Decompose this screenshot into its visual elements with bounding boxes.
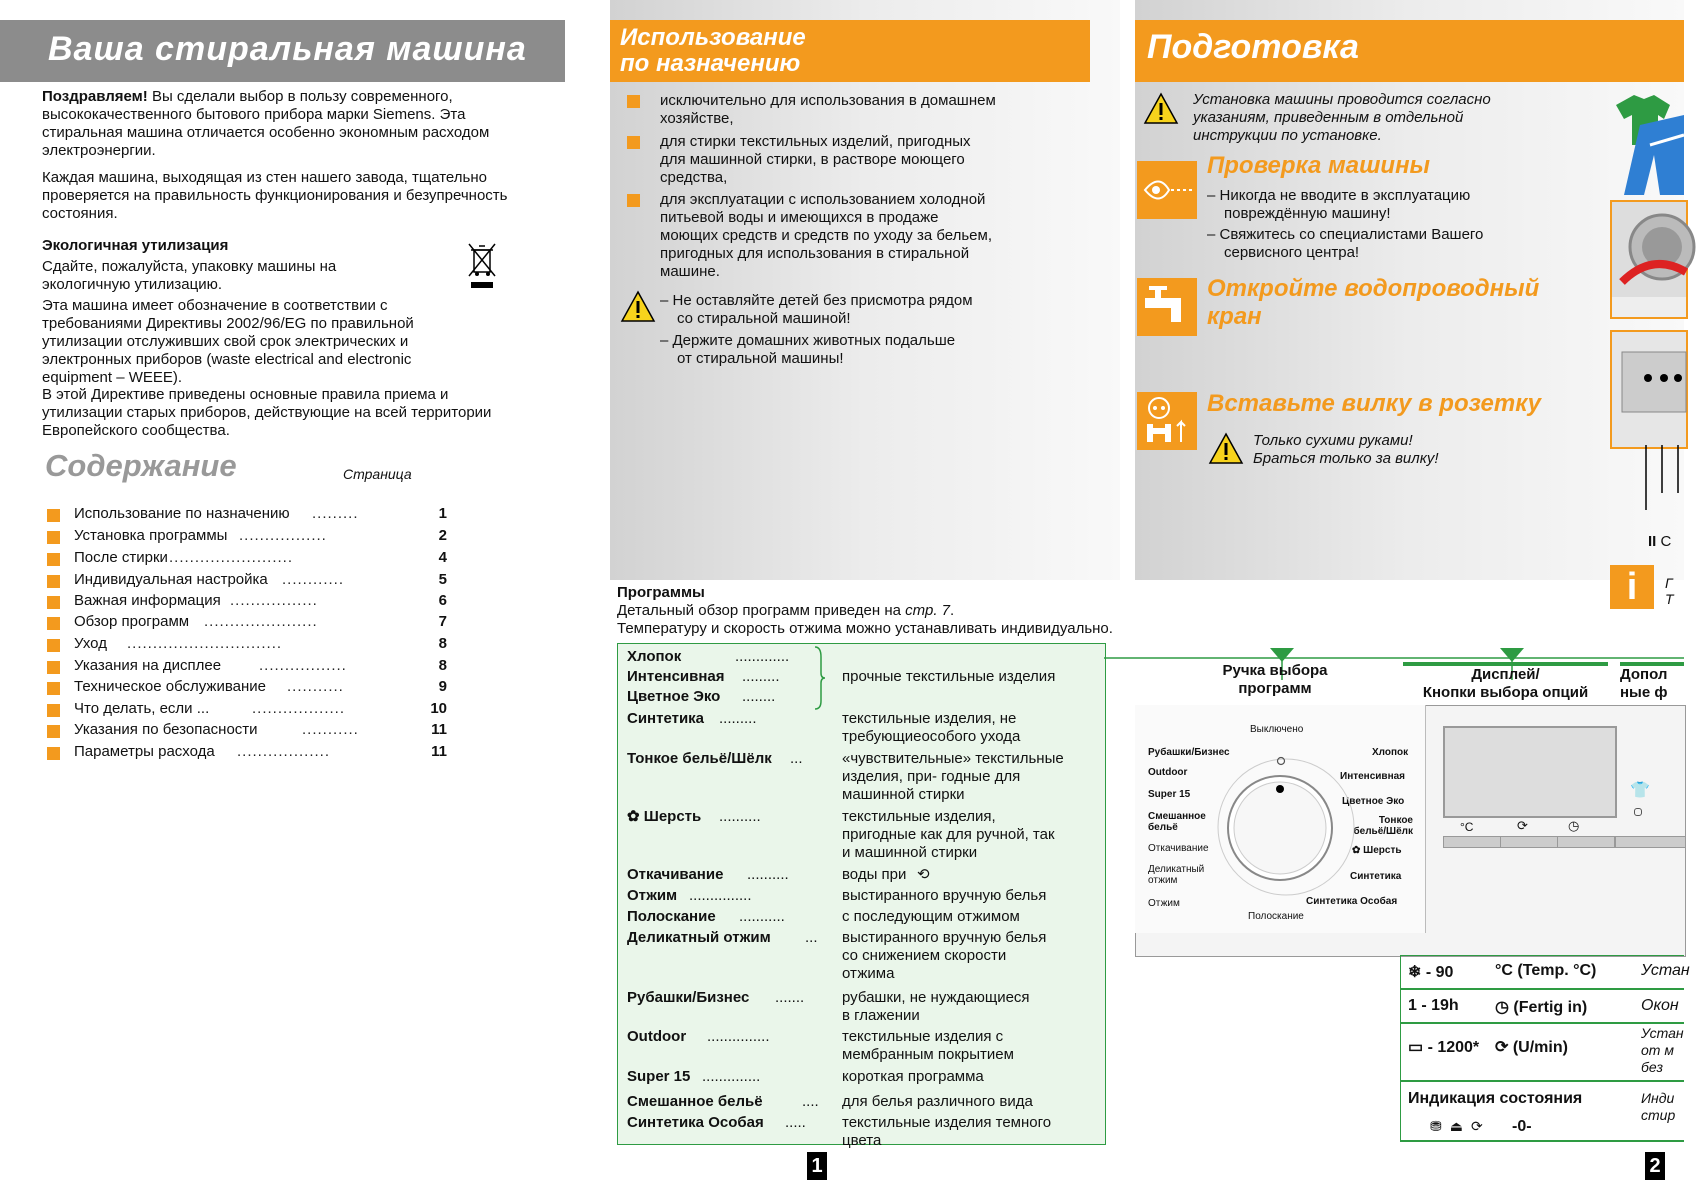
toc-item[interactable]: Что делать, если ... .................. 10 (47, 700, 447, 722)
prep-title-banner (1135, 20, 1684, 82)
contents-title: Содержание (45, 448, 237, 483)
dial-right-label: Цветное Эко (1342, 796, 1405, 807)
toc-item[interactable]: Установка программы ................. 2 (47, 527, 447, 549)
label-display: Дисплей/ Кнопки выбора опций (1403, 662, 1608, 702)
page-number-1: 1 (807, 1152, 827, 1180)
laundry-image (1610, 85, 1684, 195)
toc-item[interactable]: Использование по назначению ......... 1 (47, 505, 447, 527)
warning-icon (1143, 92, 1179, 126)
plug-note: Только сухими руками! Браться только за вилку! (1253, 432, 1439, 467)
prep-title: Подготовка (1147, 28, 1359, 66)
display-label-time: ◷ (1568, 818, 1580, 833)
dial-bottom-label: Полоскание (1248, 911, 1304, 922)
label-extra: Допол ные ф (1620, 662, 1684, 702)
toc-item[interactable]: Указания на дисплее ................. 8 (47, 657, 447, 679)
usage-title-line1: Использование (620, 24, 806, 51)
check-item: – Никогда не вводите в эксплуатацию повреждённую машину! (1207, 187, 1471, 222)
dial-left-label: Отжим (1148, 898, 1180, 909)
dial-left-label: Outdoor (1148, 767, 1188, 778)
wool-icon: ✿ (627, 808, 644, 825)
programs-heading: Программы (617, 584, 705, 601)
spin-icon: ⟲ (917, 866, 930, 883)
toc-item[interactable]: После стирки ........................ 4 (47, 549, 447, 571)
tap-heading: Откройте водопроводный кран (1207, 275, 1540, 330)
drawer-pointer-lines (1630, 445, 1684, 515)
dial-right-label: Синтетика (1350, 871, 1402, 882)
display-label-temp: °C (1460, 820, 1474, 834)
dial-left-label: Super 15 (1148, 789, 1191, 800)
usage-title-line2: по назначению (620, 50, 801, 77)
page-number-2: 2 (1645, 1152, 1665, 1180)
display-screen (1443, 726, 1617, 818)
left-title-banner (0, 20, 565, 82)
check-item: – Свяжитесь со специалистами Вашего сервисного центра! (1207, 226, 1484, 261)
arrow-down-icon (1500, 648, 1524, 662)
temp-button[interactable] (1443, 836, 1501, 848)
plug-heading: Вставьте вилку в розетку (1207, 390, 1542, 417)
toc-item[interactable]: Указания по безопасности ........... 11 (47, 721, 447, 743)
warning-icon (1208, 432, 1244, 466)
shirt-icon: 👕 (1630, 782, 1650, 799)
usage-panel (610, 0, 1120, 580)
status-icons: ⛃⏏⟳ (1430, 1118, 1491, 1134)
dial-left-label: Откачивание (1148, 843, 1209, 854)
toc-item[interactable]: Важная информация ................. 6 (47, 592, 447, 614)
time-button[interactable] (1557, 836, 1615, 848)
detergent-drawer-image (1610, 330, 1688, 449)
status-value: -0- (1512, 1118, 1532, 1135)
dial-right-label: Синтетика Особая (1306, 896, 1398, 907)
label-knob: Ручка выбора программ (1222, 662, 1328, 697)
tap-icon (1137, 278, 1197, 336)
dial-right-label: Интенсивная (1340, 771, 1406, 782)
eco-p2: Эта машина имеет обозначение в соответствии с требованиями Директивы 2002/96/EG по правильной утилизации отслуживших свой срок электрических и электронных приборов (waste electrical and electronic equipment – WEEE). (42, 297, 414, 386)
usage-title-banner (610, 20, 1090, 82)
toc-item[interactable]: Техническое обслуживание ........... 9 (47, 678, 447, 700)
led-indicator (1634, 808, 1642, 816)
dial-off-label: Выключено (1250, 724, 1304, 735)
eco-p3: В этой Директиве приведены основные правила приема и утилизации старых приборов, действующие на всей территории Европейского сообщества. (42, 386, 492, 439)
dial-left-label: Деликатный отжим (1148, 864, 1205, 886)
weee-bin-icon (465, 240, 499, 292)
eco-heading: Экологичная утилизация (42, 237, 229, 254)
check-heading: Проверка машины (1207, 152, 1431, 179)
toc-item[interactable]: Параметры расхода .................. 11 (47, 743, 447, 765)
display-label-spin: ⟳ (1517, 818, 1528, 833)
eye-icon (1137, 161, 1197, 219)
compartment-label: II C (1648, 533, 1672, 550)
warn-pets: – Держите домашних животных подальше от стиральной машины! (660, 332, 956, 367)
toc-item[interactable]: Обзор программ ...................... 7 (47, 613, 447, 635)
contents-page-label: Страница (343, 466, 412, 482)
wool-icon: ✿ (1352, 845, 1364, 856)
spin-button[interactable] (1500, 836, 1558, 848)
install-note: Установка машины проводится согласно указаниям, приведенным в отдельной инструкции по установке. (1193, 91, 1491, 144)
intro-text: Поздравляем! Вы сделали выбор в пользу современного, высококачественного бытового прибора марки Siemens. Эта стиральная машина отличается особенно экономным расходом электроэнергии. Каждая машина, выходящая из стен нашего завода, тщательно проверяется на правильность функционирования и безупречность состояния. (42, 88, 508, 222)
info-icon: i (1610, 565, 1654, 609)
dial-right-label: ✿ Шерсть (1352, 845, 1402, 856)
program-knob[interactable] (1218, 752, 1354, 902)
drum-image (1610, 200, 1688, 319)
dial-right-label: Тонкое бельё/Шёлк (1353, 815, 1413, 837)
option-button[interactable] (1615, 836, 1686, 848)
info-text: Г Т (1665, 575, 1674, 607)
plug-icon (1137, 392, 1197, 450)
toc-item[interactable]: Уход .............................. 8 (47, 635, 447, 657)
warning-icon (620, 290, 656, 324)
dial-left-label: Смешанное бельё (1148, 811, 1206, 833)
toc-item[interactable]: Индивидуальная настройка ............ 5 (47, 571, 447, 593)
dial-left-label: Рубашки/Бизнес (1148, 747, 1230, 758)
eco-p1: Сдайте, пожалуйста, упаковку машины на экологичную утилизацию. (42, 258, 337, 293)
arrow-down-icon (1270, 648, 1294, 662)
left-title: Ваша стиральная машина (48, 30, 527, 68)
warn-children: – Не оставляйте детей без присмотра рядом со стиральной машиной! (660, 292, 973, 327)
dial-right-label: Хлопок (1372, 747, 1409, 758)
programs-intro: Детальный обзор программ приведен на стр. 7. Температуру и скорость отжима можно устанавливать индивидуально. (617, 602, 1113, 637)
brace-icon (813, 645, 827, 711)
